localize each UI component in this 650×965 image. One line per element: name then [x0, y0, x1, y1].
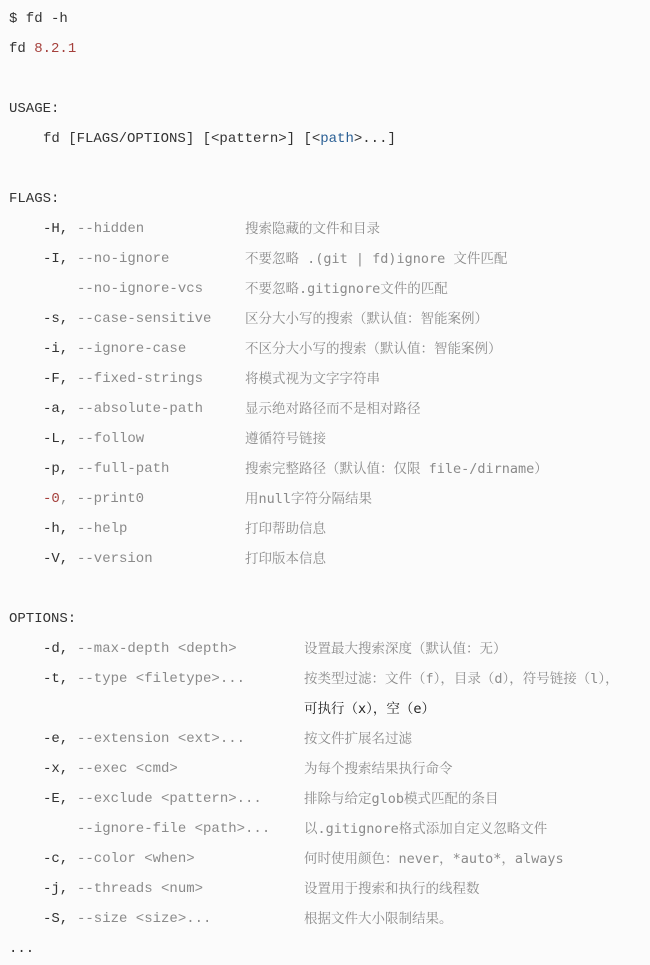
long-flag: , --print0: [60, 491, 145, 507]
usage-line: fd [FLAGS/OPTIONS] [<pattern>] [<path>...]: [43, 131, 396, 147]
short-flag: -V,: [43, 551, 69, 567]
short-flag: -d,: [43, 641, 69, 657]
description: 不要忽略 .(git | fd)ignore 文件匹配: [245, 251, 508, 267]
short-flag: -h,: [43, 521, 69, 537]
long-flag: --full-path: [77, 461, 170, 477]
long-flag: --type <filetype>...: [77, 671, 246, 687]
long-flag: --color <when>: [77, 851, 195, 867]
long-flag: --ignore-case: [77, 341, 187, 357]
description: 排除与给定glob模式匹配的条目: [304, 791, 499, 807]
option-row: [0, 904, 650, 934]
description: 可执行（x），空（e）: [304, 701, 436, 717]
long-flag: --hidden: [77, 221, 145, 237]
short-flag: -s,: [43, 311, 69, 327]
option-row: [0, 784, 650, 814]
long-flag: --ignore-file <path>...: [77, 821, 271, 837]
short-flag: -t,: [43, 671, 69, 687]
long-flag: --follow: [77, 431, 145, 447]
long-flag: --no-ignore-vcs: [77, 281, 204, 297]
long-flag: --case-sensitive: [77, 311, 212, 327]
options-heading: OPTIONS:: [9, 611, 77, 627]
description: 遵循符号链接: [245, 431, 326, 447]
long-flag: --fixed-strings: [77, 371, 204, 387]
flag-row: [0, 424, 650, 454]
flags-heading: FLAGS:: [9, 191, 60, 207]
short-flag: -p,: [43, 461, 69, 477]
flag-row: [0, 514, 650, 544]
description: 按类型过滤：文件（f），目录（d），符号链接（l），: [304, 671, 619, 687]
description: 显示绝对路径而不是相对路径: [245, 401, 421, 417]
option-row: [0, 844, 650, 874]
command-line: [0, 4, 650, 34]
short-flag: -j,: [43, 881, 69, 897]
flag-row: [0, 334, 650, 364]
short-flag: -S,: [43, 911, 69, 927]
flag-row: [0, 484, 650, 514]
short-flag: -i,: [43, 341, 69, 357]
long-flag: --threads <num>: [77, 881, 204, 897]
flag-row: [0, 394, 650, 424]
version-line: [0, 34, 650, 64]
long-flag: --exec <cmd>: [77, 761, 178, 777]
option-row: [0, 724, 650, 754]
description: 以.gitignore格式添加自定义忽略文件: [304, 821, 548, 837]
long-flag: --absolute-path: [77, 401, 204, 417]
short-flag: -e,: [43, 731, 69, 747]
path-token: path: [320, 131, 354, 147]
option-row: [0, 694, 650, 724]
program-name: fd: [9, 41, 26, 57]
description: 根据文件大小限制结果。: [304, 911, 453, 927]
long-flag: --no-ignore: [77, 251, 170, 267]
version-number: 8.2.1: [34, 41, 77, 57]
flag-row: [0, 454, 650, 484]
description: 何时使用颜色：never，*auto*，always: [304, 851, 564, 867]
short-flag: -c,: [43, 851, 69, 867]
long-flag: --extension <ext>...: [77, 731, 246, 747]
description: 设置最大搜索深度（默认值：无）: [304, 641, 507, 657]
description: 搜索完整路径（默认值：仅限 file-/dirname）: [245, 461, 548, 477]
description: 按文件扩展名过滤: [304, 731, 412, 747]
flag-row: [0, 544, 650, 574]
flag-row: [0, 274, 650, 304]
flag-row: [0, 214, 650, 244]
flag-row: [0, 244, 650, 274]
option-row: [0, 634, 650, 664]
description: 将模式视为文字字符串: [245, 371, 380, 387]
usage-heading: USAGE:: [9, 101, 60, 117]
description: 区分大小写的搜索（默认值：智能案例）: [245, 311, 488, 327]
flag-row: [0, 364, 650, 394]
command: $ fd -h: [9, 11, 68, 27]
short-flag: -x,: [43, 761, 69, 777]
long-flag: --size <size>...: [77, 911, 212, 927]
description: 不要忽略.gitignore文件的匹配: [245, 281, 448, 297]
description: 打印版本信息: [245, 551, 326, 567]
description: 不区分大小写的搜索（默认值：智能案例）: [245, 341, 502, 357]
option-row: [0, 754, 650, 784]
flag-row: [0, 304, 650, 334]
description: 打印帮助信息: [245, 521, 326, 537]
short-flag: -H,: [43, 221, 69, 237]
long-flag: --version: [77, 551, 153, 567]
long-flag: --exclude <pattern>...: [77, 791, 262, 807]
option-row: [0, 874, 650, 904]
long-flag: --max-depth <depth>: [77, 641, 237, 657]
description: 设置用于搜索和执行的线程数: [304, 881, 480, 897]
option-row: [0, 814, 650, 844]
short-flag: -F,: [43, 371, 69, 387]
short-flag: -I,: [43, 251, 69, 267]
option-row: [0, 664, 650, 694]
short-flag: -L,: [43, 431, 69, 447]
ellipsis: ...: [9, 941, 35, 957]
description: 为每个搜索结果执行命令: [304, 761, 453, 777]
short-flag: -0: [43, 491, 60, 507]
short-flag: -a,: [43, 401, 69, 417]
description: 用null字符分隔结果: [245, 491, 373, 507]
description: 搜索隐藏的文件和目录: [245, 221, 380, 237]
short-flag: -E,: [43, 791, 69, 807]
long-flag: --help: [77, 521, 128, 537]
